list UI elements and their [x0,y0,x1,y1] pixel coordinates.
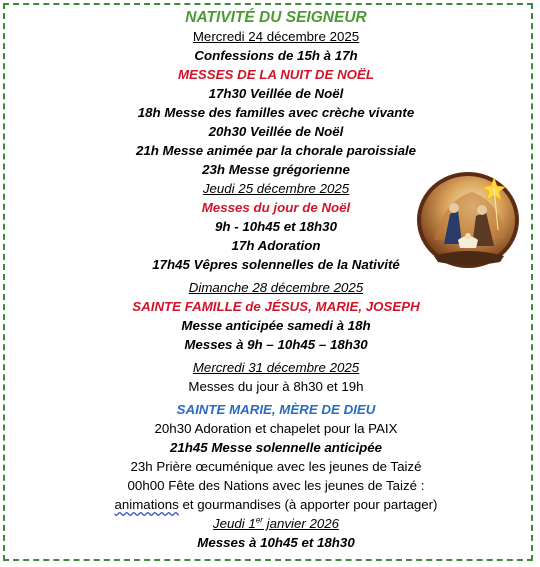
christmas-day-header: Messes du jour de Noël [201,200,351,215]
schedule-line: Messe anticipée samedi à 18h [181,318,371,333]
christmas-night-header: MESSES DE LA NUIT DE NOËL [177,67,375,82]
schedule-line: 17h30 Veillée de Noël [208,86,344,101]
schedule-line: 23h Messe grégorienne [202,162,350,177]
schedule-line: Messes à 10h45 et 18h30 [197,535,355,550]
schedule-line: 20h30 Veillée de Noël [208,124,344,139]
schedule-line [0,495,540,514]
schedule-line: 21h Messe animée par la chorale paroissiale [135,143,417,158]
confessions-line: Confessions de 15h à 17h [194,48,358,63]
schedule-line-rest: et gourmandises (à apporter pour partager) [178,497,438,512]
holy-family-header: SAINTE FAMILLE de JÉSUS, MARIE, JOSEPH [132,299,420,314]
date-dec-24: Mercredi 24 décembre 2025 [192,29,360,44]
schedule-line: 18h Messe des familles avec crèche vivante [137,105,415,120]
mary-mother-of-god-header: SAINTE MARIE, MÈRE DE DIEU [176,402,376,417]
schedule-line: 17h Adoration [231,238,321,253]
date-jan-1-suffix: janvier 2026 [262,516,340,531]
schedule-line: Messes à 9h – 10h45 – 18h30 [184,337,368,352]
schedule-line: 00h00 Fête des Nations avec les jeunes de Taizé : [127,478,425,493]
spellcheck-word: animations [114,497,179,512]
schedule-line: 23h Prière œcuménique avec les jeunes de Taizé [130,459,422,474]
date-jan-1 [0,514,540,533]
schedule-line: 17h45 Vêpres solennelles de la Nativité [152,257,400,272]
schedule-line: Messes du jour à 8h30 et 19h [188,379,364,394]
page-title: NATIVITÉ DU SEIGNEUR [185,9,367,26]
nativity-icon [414,170,522,270]
schedule-line: 9h - 10h45 et 18h30 [215,219,337,234]
schedule-line: 21h45 Messe solennelle anticipée [169,440,383,455]
date-dec-25: Jeudi 25 décembre 2025 [202,181,350,196]
date-jan-1-prefix: Jeudi 1 [212,516,256,531]
date-dec-31: Mercredi 31 décembre 2025 [192,360,360,375]
date-jan-1-ordinal: er [255,515,263,525]
date-dec-28: Dimanche 28 décembre 2025 [188,280,364,295]
schedule-column [0,8,540,552]
schedule-line: 20h30 Adoration et chapelet pour la PAIX [154,421,398,436]
